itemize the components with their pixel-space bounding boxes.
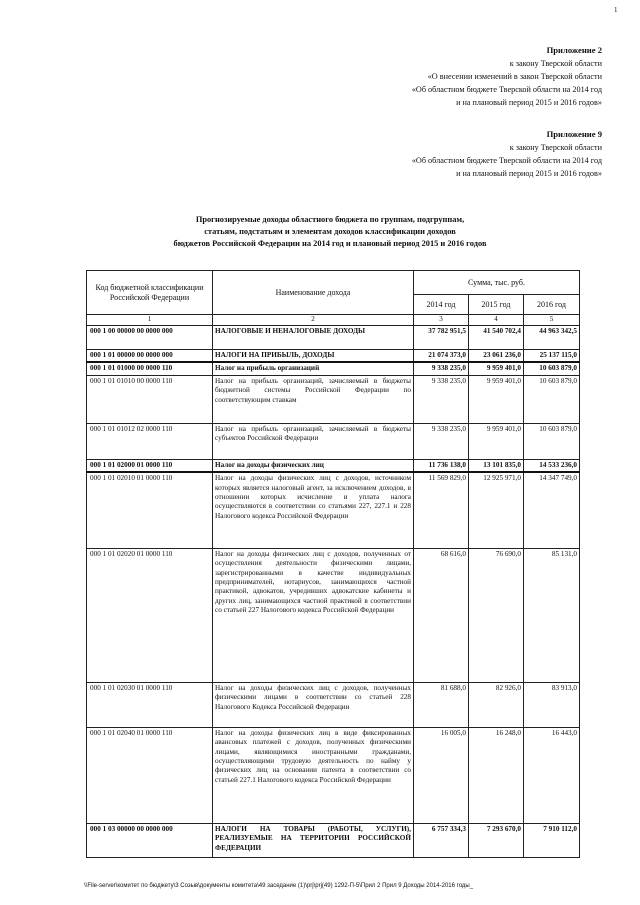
row-value-2015: 82 926,0 (469, 682, 524, 727)
row-value-2016: 14 347 749,0 (524, 472, 580, 548)
table-row (87, 459, 580, 472)
row-value-2015: 76 690,0 (469, 548, 524, 682)
row-value-2016: 44 963 342,5 (524, 326, 580, 350)
header-year-2014: 2014 год (414, 295, 469, 315)
row-name: НАЛОГИ НА ТОВАРЫ (РАБОТЫ, УСЛУГИ), РЕАЛИЗУЕМЫЕ НА ТЕРРИТОРИИ РОССИЙСКОЙ ФЕДЕРАЦИИ (213, 823, 414, 857)
row-value-2016: 10 603 879,0 (524, 375, 580, 423)
appendix-9-line: к закону Тверской области (509, 143, 602, 152)
row-code: 000 1 01 02010 01 0000 110 (87, 472, 213, 548)
row-code: 000 1 00 00000 00 0000 000 (87, 326, 213, 350)
header-name: Наименование дохода (213, 271, 414, 315)
row-value-2014: 81 688,0 (414, 682, 469, 727)
row-value-2014: 9 338 235,0 (414, 362, 469, 375)
row-value-2015: 9 959 401,0 (469, 375, 524, 423)
appendix-9-heading: Приложение 9 (546, 129, 602, 139)
row-name: Налог на доходы физических лиц (213, 459, 414, 472)
row-value-2016: 25 137 115,0 (524, 350, 580, 363)
col-number: 5 (524, 315, 580, 326)
row-value-2015: 12 925 971,0 (469, 472, 524, 548)
col-number: 2 (213, 315, 414, 326)
appendix-2-line: и на плановый период 2015 и 2016 годов» (456, 98, 602, 107)
appendix-2-line: к закону Тверской области (509, 59, 602, 68)
row-value-2016: 10 603 879,0 (524, 423, 580, 459)
row-value-2015: 9 959 401,0 (469, 423, 524, 459)
row-code: 000 1 01 02040 01 0000 110 (87, 727, 213, 823)
row-value-2014: 37 782 951,5 (414, 326, 469, 350)
table-row (87, 375, 580, 423)
appendix-9-line: «Об областном бюджете Тверской области на 2014 год (411, 156, 602, 165)
row-name: НАЛОГОВЫЕ И НЕНАЛОГОВЫЕ ДОХОДЫ (213, 326, 414, 350)
appendix-9-block (412, 128, 602, 180)
row-name: Налог на доходы физических лиц с доходов, полученных от осуществления деятельности физическими лицами, зарегистрированными в качестве индивидуальных предпринимателей, нотариусов, занимающихся частной практикой, адвокатов, учредивших адвокатские кабинеты и других лиц, занимающихся частной практикой в соответствии со статьей 227 Налогового кодекса Российской Федерации (213, 548, 414, 682)
row-value-2014: 68 616,0 (414, 548, 469, 682)
row-value-2014: 9 338 235,0 (414, 423, 469, 459)
row-value-2015: 7 293 670,0 (469, 823, 524, 857)
revenue-table (86, 270, 580, 858)
row-name: Налог на доходы физических лиц с доходов, полученных физическими лицами в соответствии со статьей 228 Налогового Кодекса Российской Федерации (213, 682, 414, 727)
table-row (87, 350, 580, 363)
appendix-2-block (412, 44, 602, 109)
appendix-9-line: и на плановый период 2015 и 2016 годов» (456, 169, 602, 178)
header-year-2016: 2016 год (524, 295, 580, 315)
row-code: 000 1 01 01012 02 0000 110 (87, 423, 213, 459)
appendix-2-line: «Об областном бюджете Тверской области на 2014 год (411, 85, 602, 94)
table-row (87, 362, 580, 375)
row-value-2016: 7 910 112,0 (524, 823, 580, 857)
row-code: 000 1 01 01000 00 0000 110 (87, 362, 213, 375)
row-value-2014: 11 736 138,0 (414, 459, 469, 472)
title-line: бюджетов Российской Федерации на 2014 год и плановый период 2015 и 2016 годов (173, 239, 487, 248)
row-value-2015: 23 061 236,0 (469, 350, 524, 363)
row-code: 000 1 01 02030 01 0000 110 (87, 682, 213, 727)
row-value-2014: 11 569 829,0 (414, 472, 469, 548)
title-line: статьям, подстатьям и элементам доходов классификации доходов (204, 227, 456, 236)
table-row (87, 423, 580, 459)
appendix-2-line: «О внесении изменений в закон Тверской области (427, 72, 602, 81)
row-value-2015: 41 540 702,4 (469, 326, 524, 350)
row-value-2015: 9 959 401,0 (469, 362, 524, 375)
row-value-2016: 83 913,0 (524, 682, 580, 727)
header-code: Код бюджетной классификации Российской Федерации (87, 271, 213, 315)
row-value-2014: 9 338 235,0 (414, 375, 469, 423)
row-name: Налог на прибыль организаций (213, 362, 414, 375)
row-name: Налог на прибыль организаций, зачисляемый в бюджеты бюджетной системы Российской Федерации по соответствующим ставкам (213, 375, 414, 423)
table-row (87, 548, 580, 682)
table-row (87, 682, 580, 727)
table-row (87, 727, 580, 823)
row-value-2016: 16 443,0 (524, 727, 580, 823)
table-row (87, 823, 580, 857)
col-number: 4 (469, 315, 524, 326)
row-value-2015: 13 101 835,0 (469, 459, 524, 472)
row-code: 000 1 01 02000 01 0000 110 (87, 459, 213, 472)
row-name: Налог на доходы физических лиц в виде фиксированных авансовых платежей с доходов, полученных физическими лицами, являющимися иностранными гражданами, осуществляющими трудовую деятельность по найму у физических лиц на основании патента в соответствии со статьей 227.1 Налогового кодекса Российской Федерации (213, 727, 414, 823)
row-value-2015: 16 248,0 (469, 727, 524, 823)
footer-file-path: \\File-server\комитет по бюджету\3 Созыв\документы комитета\49 заседание (1)\prj\prj(49) 1292-П-5\Прил 2 Прил 9 Доходы 2014-2016 годы_ (84, 883, 474, 889)
row-name: Налог на доходы физических лиц с доходов, источником которых является налоговый агент, за исключением доходов, в отношении которых исчисление и уплата налога осуществляются в соответствии со статьями 227, 227.1 и 228 Налогового кодекса Российской Федерации (213, 472, 414, 548)
row-code: 000 1 01 01010 00 0000 110 (87, 375, 213, 423)
title-line: Прогнозируемые доходы областного бюджета по группам, подгруппам, (195, 215, 465, 224)
header-year-2015: 2015 год (469, 295, 524, 315)
row-value-2014: 6 757 334,3 (414, 823, 469, 857)
row-name: Налог на прибыль организаций, зачисляемый в бюджеты субъектов Российской Федерации (213, 423, 414, 459)
row-code: 000 1 01 00000 00 0000 000 (87, 350, 213, 363)
appendix-2-heading: Приложение 2 (546, 45, 602, 55)
table-row (87, 472, 580, 548)
page-number: 1 (614, 6, 618, 14)
col-number: 3 (414, 315, 469, 326)
row-value-2016: 14 533 236,0 (524, 459, 580, 472)
col-number: 1 (87, 315, 213, 326)
table-row (87, 326, 580, 350)
document-title (60, 214, 600, 250)
row-value-2014: 16 005,0 (414, 727, 469, 823)
row-value-2016: 10 603 879,0 (524, 362, 580, 375)
row-value-2014: 21 074 373,0 (414, 350, 469, 363)
row-value-2016: 85 131,0 (524, 548, 580, 682)
row-name: НАЛОГИ НА ПРИБЫЛЬ, ДОХОДЫ (213, 350, 414, 363)
row-code: 000 1 03 00000 00 0000 000 (87, 823, 213, 857)
row-code: 000 1 01 02020 01 0000 110 (87, 548, 213, 682)
header-sum: Сумма, тыс. руб. (414, 271, 580, 295)
